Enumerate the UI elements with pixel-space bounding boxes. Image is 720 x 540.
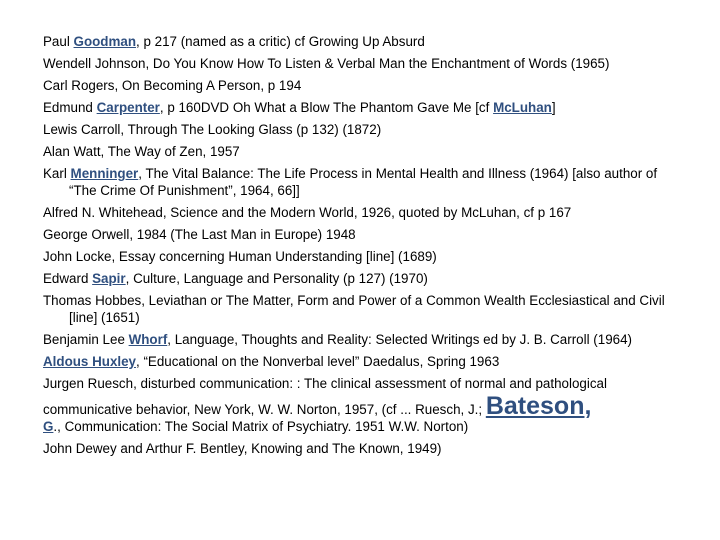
reference-whitehead: Alfred N. Whitehead, Science and the Modern World, 1926, quoted by McLuhan, cf p 167	[43, 205, 572, 220]
ref-text: , p 217 (named as a critic) cf Growing Up Absurd	[136, 34, 425, 49]
ruesch-line-3	[43, 418, 683, 435]
reference-watt: Alan Watt, The Way of Zen, 1957	[43, 144, 240, 159]
reference-dewey: John Dewey and Arthur F. Bentley, Knowing and The Known, 1949)	[43, 441, 442, 456]
reference-carpenter	[43, 99, 683, 116]
ref-text: , The Vital Balance: The Life Process in Mental Health and Illness (1964) [also author of “The Crime Of Punishment”, 1964, 66]]	[69, 166, 658, 198]
ref-text: Benjamin Lee	[43, 332, 129, 347]
ref-text: Edmund	[43, 100, 97, 115]
mcluhan-link[interactable]: McLuhan	[493, 100, 552, 115]
reference-whorf	[43, 331, 683, 348]
ref-text: Paul	[43, 34, 74, 49]
bateson-link[interactable]: Bateson	[485, 392, 585, 420]
ruesch-line-1: Jurgen Ruesch, disturbed communication: : The clinical assessment of normal and pathological	[43, 376, 607, 391]
reference-menninger	[43, 165, 683, 199]
whorf-link[interactable]: Whorf	[128, 332, 168, 347]
reference-hobbes: Thomas Hobbes, Leviathan or The Matter, Form and Power of a Common Wealth Ecclesiastical and Civil [line] (1651)	[43, 293, 665, 325]
reference-sapir	[43, 270, 683, 287]
goodman-link[interactable]: Goodman	[73, 34, 137, 49]
huxley-link[interactable]: Aldous Huxley	[43, 354, 137, 369]
ref-text: , p 160DVD Oh What a Blow The Phantom Gave Me [cf	[159, 100, 494, 115]
ref-text: Edward	[43, 271, 93, 286]
ref-text: Karl	[43, 166, 71, 181]
carpenter-link[interactable]: Carpenter	[96, 100, 160, 115]
reference-list	[43, 33, 683, 462]
reference-carroll: Lewis Carroll, Through The Looking Glass (p 132) (1872)	[43, 122, 382, 137]
bateson-comma: ,	[584, 392, 592, 420]
ref-text: communicative behavior, New York, W. W. Norton, 1957, (cf ... Ruesch, J.;	[43, 402, 486, 417]
g-link[interactable]: G	[43, 419, 54, 434]
reference-rogers: Carl Rogers, On Becoming A Person, p 194	[43, 78, 302, 93]
ruesch-line-2	[43, 392, 683, 420]
reference-goodman	[43, 33, 683, 50]
ref-text: , Culture, Language and Personality (p 127) (1970)	[125, 271, 428, 286]
sapir-link[interactable]: Sapir	[92, 271, 126, 286]
reference-ruesch	[43, 375, 683, 435]
ref-text: ., Communication: The Social Matrix of Psychiatry. 1951 W.W. Norton)	[53, 419, 469, 434]
reference-johnson: Wendell Johnson, Do You Know How To Listen & Verbal Man the Enchantment of Words (1965)	[43, 56, 610, 71]
reference-huxley	[43, 353, 683, 370]
menninger-link[interactable]: Menninger	[70, 166, 139, 181]
reference-locke: John Locke, Essay concerning Human Understanding [line] (1689)	[43, 249, 437, 264]
reference-orwell: George Orwell, 1984 (The Last Man in Europe) 1948	[43, 227, 356, 242]
ref-text: , “Educational on the Nonverbal level” Daedalus, Spring 1963	[136, 354, 500, 369]
ref-text: ]	[551, 100, 556, 115]
ref-text: , Language, Thoughts and Reality: Selected Writings ed by J. B. Carroll (1964)	[167, 332, 632, 347]
